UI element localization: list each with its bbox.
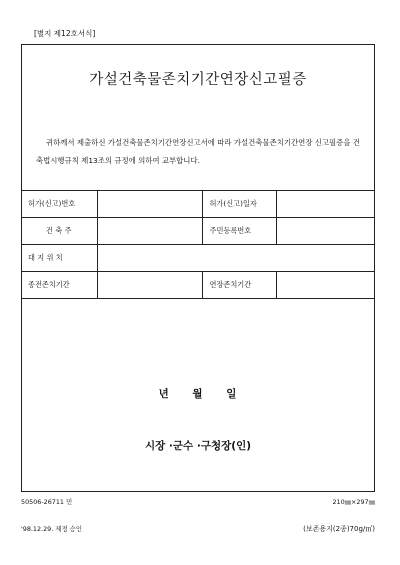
table-row: [21, 191, 375, 218]
info-table: [21, 190, 375, 299]
owner-label: 건 축 주: [21, 218, 97, 245]
extended-period-label: 연장존치기간: [202, 272, 276, 299]
owner-field[interactable]: [97, 218, 202, 245]
table-row: [21, 272, 375, 299]
extended-period-field[interactable]: [276, 272, 375, 299]
approval-note: '98.12.29. 제정 승인: [21, 525, 83, 533]
issuance-statement: 귀하께서 제출하신 가설건축물존치기간연장신고서에 따라 가설건축물존치기간연장 신고필증을 건축법시행규칙 제13조의 규정에 의하여 교부합니다.: [36, 138, 360, 165]
permit-date-field[interactable]: [276, 191, 375, 218]
current-period-label: 종전존치기간: [21, 272, 97, 299]
table-row: [21, 218, 375, 245]
form-code: 50506-26711 민: [21, 498, 73, 506]
form-number: [별지 제12호서식]: [34, 29, 96, 38]
current-period-field[interactable]: [97, 272, 202, 299]
document-title: 가설건축물존치기간연장신고필증: [89, 72, 307, 88]
resident-number-label: 주민등록번호: [202, 218, 276, 245]
permit-number-field[interactable]: [97, 191, 202, 218]
table-row: [21, 245, 375, 272]
resident-number-field[interactable]: [276, 218, 375, 245]
issuing-authority: 시장 ·군수 ·구청장(인): [144, 440, 252, 452]
paper-spec: (보존용지(2종)70g/㎡): [303, 525, 375, 533]
site-location-label: 대 지 위 치: [21, 245, 97, 272]
paper-size: 210㎜×297㎜: [332, 498, 375, 506]
permit-date-label: 허가(신고)일자: [202, 191, 276, 218]
permit-number-label: 허가(신고)번호: [21, 191, 97, 218]
site-location-field[interactable]: [97, 245, 375, 272]
issue-date: 년 월 일: [158, 388, 238, 400]
